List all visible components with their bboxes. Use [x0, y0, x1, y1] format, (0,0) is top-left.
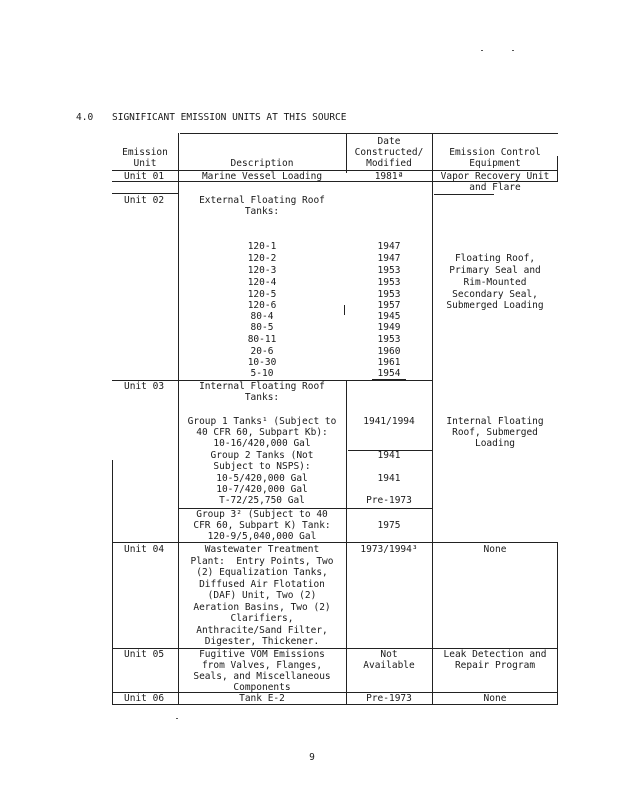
col-rule-desc-b [346, 380, 347, 704]
unit04-date: 1973/1994³ [360, 544, 418, 555]
tank-number: 120-4 [247, 277, 277, 288]
col-rule-desc-a [346, 133, 347, 173]
unit01-date: 1981ª [374, 171, 404, 182]
unit02-id: Unit 02 [124, 195, 165, 206]
unit01-description: Marine Vessel Loading [201, 171, 323, 182]
tank-date: 1953 [377, 289, 401, 300]
tank-number: 120-2 [247, 253, 277, 264]
tank-date: 1947 [377, 253, 401, 264]
header-control-line1: Emission Control [449, 147, 541, 158]
header-control-line2: Equipment [469, 158, 521, 169]
unit02-control-line1: Floating Roof, [454, 253, 536, 264]
unit04-description-line4: Diffused Air Flotation [199, 579, 325, 590]
unit04-id: Unit 04 [124, 544, 165, 555]
header-date-line1: Date [377, 136, 401, 147]
tank-date: 1961 [377, 357, 401, 368]
rule-unit02-top [112, 193, 178, 194]
unit06-control: None [483, 693, 507, 704]
unit04-description-line3: (2) Equalization Tanks, [196, 567, 328, 578]
unit05-description-line2: from Valves, Flanges, [201, 660, 323, 671]
unit04-description-line7: Clarifiers, [230, 613, 294, 624]
tank-number: 5-10 [250, 368, 274, 379]
unit02-control-line5: Submerged Loading [446, 300, 544, 311]
unit05-description-line1: Fugitive VOM Emissions [199, 649, 325, 660]
unit02-description-line1: External Floating Roof [199, 195, 325, 206]
unit01-control-line1: Vapor Recovery Unit [440, 171, 550, 182]
unit02-date-underline [372, 379, 406, 380]
tank-number: 20-6 [250, 346, 274, 357]
tank-date: 1947 [377, 241, 401, 252]
unit05-description-line4: Components [233, 682, 291, 693]
unit03-group2-date2: 1941 [377, 473, 401, 484]
section-number: 4.0 [76, 112, 94, 123]
unit02-control-line3: Rim-Mounted [463, 277, 527, 288]
col-rule-left [112, 460, 113, 704]
rule-table-bottom [112, 704, 558, 705]
tank-date: 1953 [377, 265, 401, 276]
tank-number: 80-11 [247, 334, 277, 345]
unit01-control-line2: and Flare [469, 182, 521, 193]
unit03-group1-line2: 40 CFR 60, Subpart Kb): [196, 427, 328, 438]
tank-number: 120-3 [247, 265, 277, 276]
unit03-group1-line1: Group 1 Tanks¹ (Subject to [187, 416, 337, 427]
unit03-group1-line3: 10-16/420,000 Gal [213, 438, 311, 449]
unit04-description-line6: Aeration Basins, Two (2) [193, 602, 331, 613]
tank-date: 1954 [377, 368, 401, 379]
unit03-group2-line3: 10-5/420,000 Gal [216, 473, 308, 484]
header-unit-line2: Unit [133, 158, 157, 169]
unit06-description: Tank E-2 [239, 693, 285, 704]
unit03-group2-date3: Pre-1973 [366, 495, 412, 506]
col-rule-date [432, 133, 433, 704]
tank-number: 120-1 [247, 241, 277, 252]
unit03-group3-date: 1975 [377, 520, 401, 531]
tank-number: 120-5 [247, 289, 277, 300]
col-rule-unit [178, 133, 179, 704]
unit05-id: Unit 05 [124, 649, 165, 660]
unit04-description-line2: Plant: Entry Points, Two [190, 556, 334, 567]
unit03-control-line1: Internal Floating [446, 416, 544, 427]
unit03-id: Unit 03 [124, 381, 165, 392]
unit02-control-line2: Primary Seal and [449, 265, 541, 276]
unit03-group2-line4: 10-7/420,000 Gal [216, 484, 308, 495]
unit04-control: None [483, 544, 507, 555]
unit02-control-line4: Secondary Seal, [452, 289, 538, 300]
unit03-group3-line1: Group 3² (Subject to 40 [196, 509, 328, 520]
section-title: SIGNIFICANT EMISSION UNITS AT THIS SOURCE [112, 112, 347, 123]
tank-number: 80-5 [250, 322, 274, 333]
scan-speck [176, 718, 178, 719]
tank-date: 1953 [377, 277, 401, 288]
tank-number: 120-6 [247, 300, 277, 311]
tank-number: 10-30 [247, 357, 277, 368]
rule-top-left [180, 133, 432, 134]
tank-date: 1953 [377, 334, 401, 345]
col-rule-tick [344, 305, 345, 315]
col-rule-right-a [557, 156, 558, 182]
tank-number: 80-4 [250, 311, 274, 322]
unit03-group2-line2: Subject to NSPS): [213, 461, 311, 472]
unit01-id: Unit 01 [124, 171, 165, 182]
unit05-control-line2: Repair Program [454, 660, 536, 671]
tank-date: 1960 [377, 346, 401, 357]
unit04-description-line5: (DAF) Unit, Two (2) [207, 590, 317, 601]
col-rule-right-b [557, 542, 558, 704]
unit02-description-line2: Tanks: [244, 206, 280, 217]
unit03-group3-line3: 120-9/5,040,000 Gal [207, 531, 317, 542]
tank-date: 1957 [377, 300, 401, 311]
unit06-id: Unit 06 [124, 693, 165, 704]
rule-top-right [432, 133, 558, 134]
unit03-group1-date: 1941/1994 [363, 416, 415, 427]
tank-date: 1945 [377, 311, 401, 322]
header-date-line3: Modified [366, 158, 412, 169]
unit04-description-line8: Anthracite/Sand Filter, [196, 625, 328, 636]
unit03-control-line2: Roof, Submerged [452, 427, 538, 438]
header-unit-line1: Emission [122, 147, 168, 158]
unit04-description-line1: Wastewater Treatment [204, 544, 320, 555]
rule-unit01-control [434, 194, 494, 195]
unit05-date-line2: Available [363, 660, 415, 671]
scan-speck [512, 50, 514, 51]
unit03-control-line3: Loading [474, 438, 516, 449]
scan-speck [481, 50, 483, 51]
unit03-group2-date1: 1941 [377, 450, 401, 461]
unit03-description-line1: Internal Floating Roof [199, 381, 325, 392]
unit03-group3-line2: CFR 60, Subpart K) Tank: [193, 520, 331, 531]
unit05-control-line1: Leak Detection and [443, 649, 547, 660]
unit04-description-line9: Digester, Thickener. [204, 636, 320, 647]
unit06-date: Pre-1973 [366, 693, 412, 704]
unit05-description-line3: Seals, and Miscellaneous [193, 671, 331, 682]
header-date-line2: Constructed/ [354, 147, 424, 158]
unit03-description-line2: Tanks: [244, 392, 280, 403]
page-number: 9 [309, 752, 315, 763]
unit03-group2-line5: T-72/25,750 Gal [219, 495, 305, 506]
header-description: Description [230, 158, 294, 169]
unit03-group2-line1: Group 2 Tanks (Not [210, 450, 314, 461]
tank-date: 1949 [377, 322, 401, 333]
unit05-date-line1: Not [380, 649, 398, 660]
